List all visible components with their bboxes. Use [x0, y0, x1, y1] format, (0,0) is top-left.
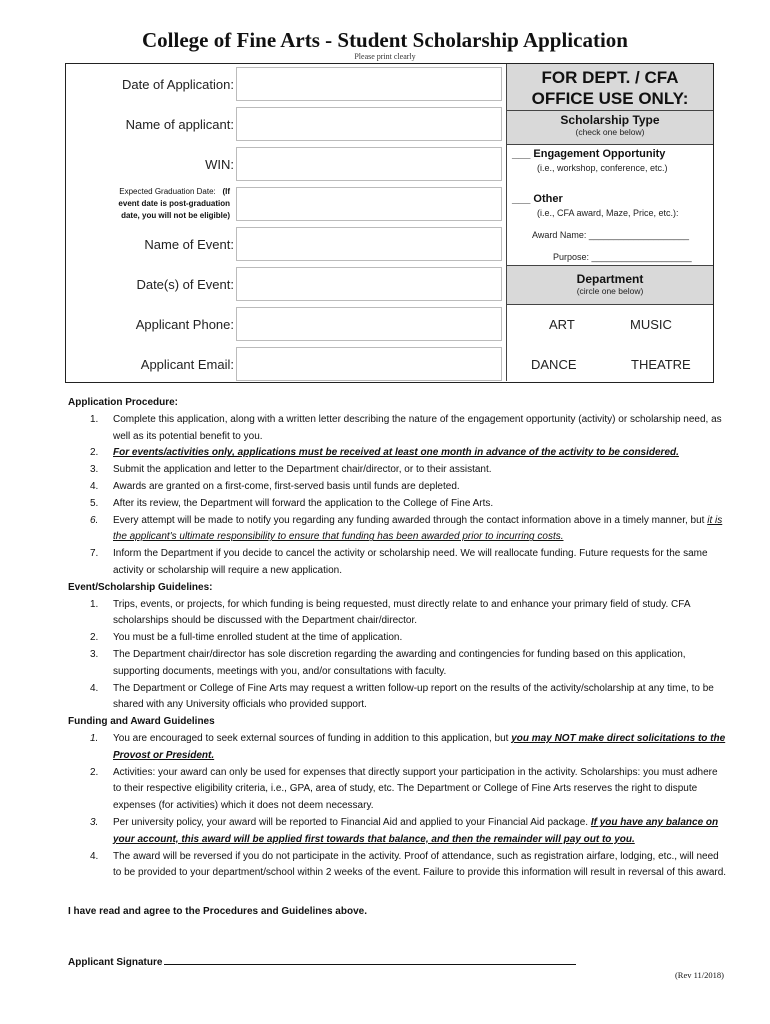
graduation-date-label: [66, 184, 230, 224]
funding-item: [68, 849, 728, 883]
other-option[interactable]: ___ Other: [512, 193, 563, 205]
win-field[interactable]: [236, 147, 502, 181]
date-of-application-label: Date of Application:: [121, 76, 234, 92]
item-number: 2.: [90, 447, 99, 459]
applicant-email-field[interactable]: [236, 347, 502, 381]
grad-label-if: (If: [222, 187, 230, 196]
procedure-item: [68, 496, 728, 513]
guideline-item: [68, 681, 728, 715]
date-of-application-field[interactable]: [236, 67, 502, 101]
office-use-title-line1: FOR DEPT. / CFA: [541, 68, 679, 87]
item-text: After its review, the Department will forward the application to the College of Fine Arts.: [113, 497, 494, 509]
grad-label-line3: date, you will not be eligible): [121, 211, 230, 220]
dates-of-event-field[interactable]: [236, 267, 502, 301]
funding-item: [68, 815, 728, 849]
item-number: 4.: [90, 480, 99, 492]
row-name-of-applicant: [66, 104, 506, 144]
item-number: 1.: [90, 732, 99, 744]
scholarship-type-header: [507, 111, 713, 145]
win-label: WIN:: [205, 156, 234, 172]
item-text: You are encouraged to seek external sources of funding in addition to this application, but: [113, 732, 512, 744]
dates-of-event-label: Date(s) of Event:: [136, 276, 234, 292]
item-text: Activities: your award can only be used for expenses that directly support your participation in the activity. Scholarships: you must adhere to their respective eligibility criteria, i.e., GPA, area of study, etc. The Department or College of Fine Arts reserves the right to dispute expenses (for activities) which it does not deem necessary.: [113, 766, 718, 812]
revision-note: (Rev 11/2018): [674, 970, 724, 980]
item-number: 2.: [90, 766, 99, 778]
office-use-panel: [506, 64, 713, 381]
graduation-date-field[interactable]: [236, 187, 502, 221]
row-dates-of-event: [66, 264, 506, 304]
circle-one-note: (circle one below): [576, 286, 644, 296]
item-number: 2.: [90, 632, 99, 644]
item-number: 6.: [90, 514, 99, 526]
item-number: 7.: [90, 548, 99, 560]
scholarship-type-title: Scholarship Type: [560, 113, 660, 127]
item-number: 4.: [90, 682, 99, 694]
department-art[interactable]: ART: [549, 317, 575, 332]
check-one-note: (check one below): [575, 127, 645, 137]
item-number: 3.: [90, 464, 99, 476]
item-text: The award will be reversed if you do not participate in the activity. Proof of attendance, such as registration airfare, lodging, etc., will need to be provided to your department/school within 2 weeks of the event. Failure to provide this information will result in reversal of this award.: [113, 850, 727, 879]
item-number: 3.: [90, 816, 99, 828]
scholarship-type-options: [507, 145, 713, 265]
item-number: 5.: [90, 497, 99, 509]
procedure-item: [68, 445, 728, 462]
item-text: Submit the application and letter to the Department chair/director, or to their assistant.: [113, 464, 492, 476]
procedure-item: [68, 412, 728, 446]
purpose-line[interactable]: Purpose: ____________________: [553, 252, 692, 262]
item-text: The Department or College of Fine Arts may request a written follow-up report on the results of the activity/scholarship at any time, to be shared with any University officials who provided support.: [113, 682, 714, 711]
item-text-emphasis: you may NOT make direct solicitations to the Provost or President.: [113, 732, 726, 761]
department-header: [507, 265, 713, 305]
item-text: Awards are granted on a first-come, first-served basis until funds are depleted.: [113, 480, 460, 492]
procedure-heading: Application Procedure:: [68, 397, 179, 408]
procedure-item: [68, 479, 728, 496]
guidelines-heading: Event/Scholarship Guidelines:: [68, 581, 213, 593]
item-text-emphasis: it is the applicant's ultimate responsibility to ensure that funding has been awarded prior to incurring costs.: [113, 514, 723, 543]
application-form: [65, 63, 714, 383]
funding-item: [68, 765, 728, 815]
guidelines-body: [68, 395, 728, 882]
item-text: Complete this application, along with a written letter describing the nature of the engagement opportunity (activity) or scholarship need, as well as its potential benefit to you.: [113, 413, 722, 442]
signature-line[interactable]: [164, 954, 576, 965]
office-use-header: [507, 64, 713, 111]
procedure-item: [68, 546, 728, 580]
department-theatre[interactable]: THEATRE: [631, 357, 691, 372]
department-dance[interactable]: DANCE: [531, 357, 577, 372]
procedure-item: [68, 513, 728, 547]
award-name-line[interactable]: Award Name: ____________________: [532, 230, 689, 240]
item-text: Trips, events, or projects, for which funding is being requested, must directly relate to and enhance your primary field of study. CFA scholarships should be discussed with the Department chair/director.: [113, 598, 690, 627]
department-options: [507, 305, 713, 383]
funding-item: [68, 731, 728, 765]
guideline-item: [68, 630, 728, 647]
signature-label: Applicant Signature: [68, 957, 163, 968]
name-of-event-label: Name of Event:: [144, 236, 234, 252]
item-number: 1.: [90, 598, 99, 610]
department-music[interactable]: MUSIC: [630, 317, 672, 332]
grad-label-line1: Expected Graduation Date:: [119, 187, 216, 196]
row-date-of-application: [66, 64, 506, 104]
row-win: [66, 144, 506, 184]
guideline-item: [68, 597, 728, 631]
funding-heading: Funding and Award Guidelines: [68, 716, 215, 728]
engagement-opportunity-option[interactable]: ___ Engagement Opportunity: [512, 148, 666, 160]
row-applicant-phone: [66, 304, 506, 344]
row-graduation-date: [66, 184, 506, 224]
name-of-applicant-field[interactable]: [236, 107, 502, 141]
item-text: For events/activities only, applications must be received at least one month in advance of the activity to be considered.: [113, 447, 679, 459]
procedure-item: [68, 462, 728, 479]
agreement-statement: I have read and agree to the Procedures and Guidelines above.: [68, 906, 367, 917]
page-title: College of Fine Arts - Student Scholarship Application: [142, 28, 628, 52]
item-text: Inform the Department if you decide to cancel the activity or scholarship need. We will reallocate funding. Future requests for the same activity or scholarship will require a new application.: [113, 548, 708, 576]
signature-row: [68, 954, 576, 968]
name-of-event-field[interactable]: [236, 227, 502, 261]
item-number: 3.: [90, 648, 99, 660]
item-text: Per university policy, your award will be reported to Financial Aid and applied to your Financial Aid package.: [113, 816, 591, 828]
office-use-title-line2: OFFICE USE ONLY:: [531, 89, 689, 108]
item-number: 1.: [90, 413, 99, 425]
item-text: The Department chair/director has sole discretion regarding the awarding and contingencies for funding based on this application, supporting documents, meetings with you, and/or consultations with faculty.: [113, 648, 686, 677]
print-instruction: Please print clearly: [354, 52, 416, 61]
applicant-phone-label: Applicant Phone:: [135, 316, 234, 332]
row-name-of-event: [66, 224, 506, 264]
applicant-phone-field[interactable]: [236, 307, 502, 341]
item-text: You must be a full-time enrolled student at the time of application.: [113, 632, 403, 644]
guideline-item: [68, 647, 728, 681]
engagement-examples: (i.e., workshop, conference, etc.): [537, 163, 668, 173]
item-text: Every attempt will be made to notify you regarding any funding awarded through the contact information above in a timely manner, but: [113, 514, 708, 526]
other-examples: (i.e., CFA award, Maze, Price, etc.):: [537, 208, 679, 218]
item-number: 4.: [90, 850, 99, 862]
name-of-applicant-label: Name of applicant:: [125, 116, 234, 132]
applicant-email-label: Applicant Email:: [140, 356, 234, 372]
row-applicant-email: [66, 344, 506, 384]
grad-label-line2: event date is post-graduation: [118, 199, 230, 208]
item-text-emphasis: If you have any balance on your account, this award will be applied first towards that balance, and then the remainder will pay out to you.: [113, 816, 719, 845]
department-title: Department: [576, 272, 644, 286]
